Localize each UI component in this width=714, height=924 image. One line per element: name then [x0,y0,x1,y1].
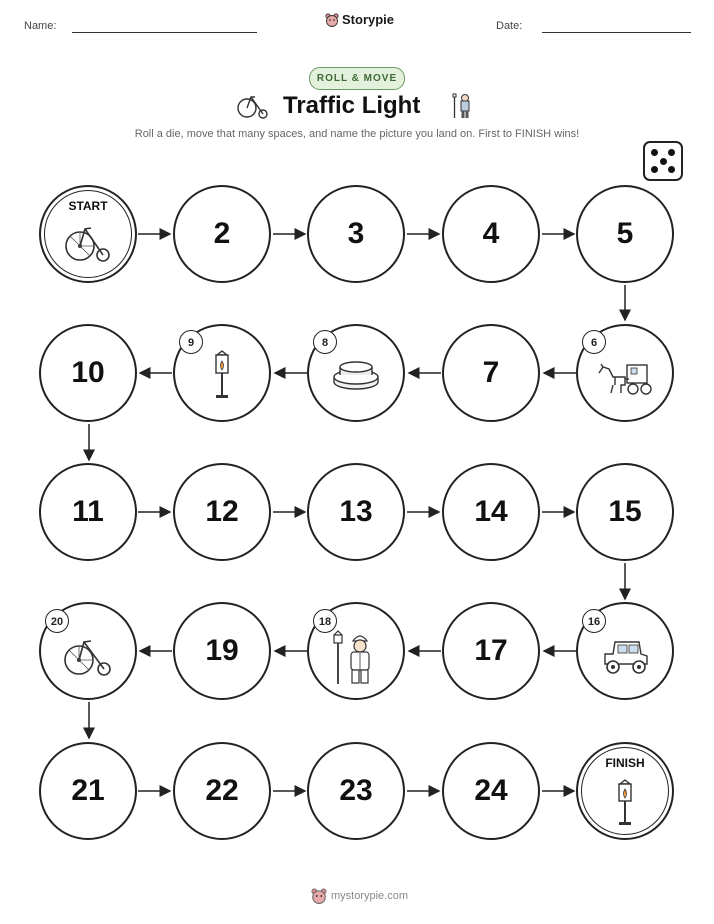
board-space[interactable] [173,463,271,561]
finish-space[interactable] [576,742,674,840]
board-space[interactable] [576,463,674,561]
space-number-badge: 8 [313,330,337,354]
page-title: Traffic Light [283,92,421,119]
space-number: 24 [474,774,508,807]
police-officer-icon [332,629,380,687]
space-number: 13 [339,495,373,528]
push-button-icon [331,358,381,392]
finish-label: FINISH [605,756,645,770]
penny-farthing-icon [62,636,114,676]
start-space[interactable] [39,185,137,283]
board-space[interactable] [442,324,540,422]
space-number-badge: 20 [45,609,69,633]
board-space[interactable] [173,602,271,700]
board-space[interactable] [442,602,540,700]
space-number: 15 [608,495,642,528]
space-number: 17 [474,634,508,667]
space-number: 23 [339,774,373,807]
board-space[interactable] [39,463,137,561]
footer [311,888,408,904]
board-space[interactable] [39,324,137,422]
start-label: START [68,199,108,213]
space-number-badge: 16 [582,609,606,633]
date-label: Date: [496,20,523,32]
space-number: 2 [213,217,231,250]
board-space[interactable] [307,742,405,840]
street-lamp-icon [612,778,638,828]
space-number: 14 [474,495,508,528]
board-space[interactable] [576,185,674,283]
space-number-badge: 18 [313,609,337,633]
name-label: Name: [24,20,57,32]
penny-farthing-icon [64,224,112,262]
space-number-badge: 6 [582,330,606,354]
roll-and-move-badge: ROLL & MOVE [309,67,405,90]
board-space[interactable] [442,185,540,283]
space-number: 11 [72,495,104,528]
bear-icon [311,888,327,904]
board-space[interactable] [173,742,271,840]
space-number: 19 [205,634,239,667]
board-space[interactable] [442,463,540,561]
footer-url[interactable]: mystorypie.com [331,890,409,902]
street-lamp-icon [208,349,236,401]
board-space[interactable] [307,185,405,283]
board-space[interactable] [173,185,271,283]
brand-name: Storypie [342,12,395,27]
space-number: 4 [482,217,500,250]
space-number-badge: 9 [179,330,203,354]
vintage-car-icon [599,638,651,676]
space-number: 5 [616,217,634,250]
instructions: Roll a die, move that many spaces, and name the picture you land on. First to FINISH wins! [134,128,580,140]
space-number: 12 [205,495,239,528]
board-space[interactable] [442,742,540,840]
horse-carriage-icon [595,359,655,397]
space-number: 21 [71,774,105,807]
space-number: 7 [482,356,500,389]
board-space[interactable] [39,742,137,840]
space-number: 3 [347,217,365,250]
board-space[interactable] [307,463,405,561]
space-number: 10 [71,356,105,389]
space-number: 22 [205,774,239,807]
